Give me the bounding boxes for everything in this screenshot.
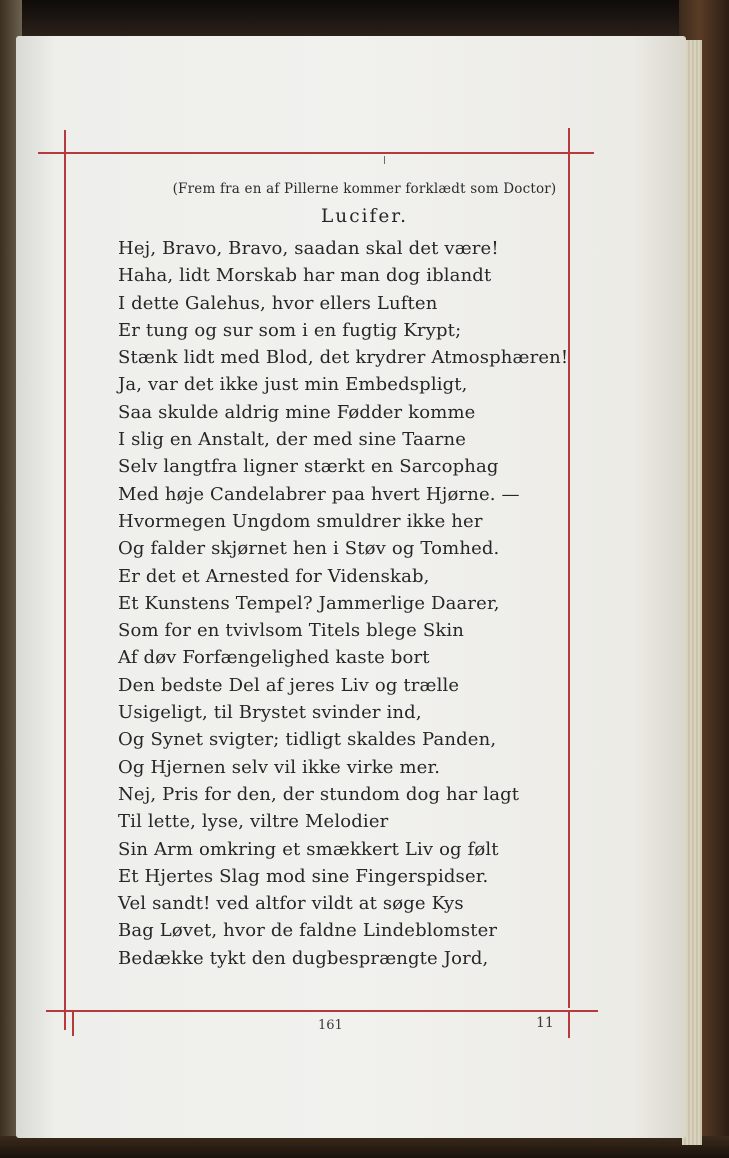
- verse-line: Og Synet svigter; tidligt skaldes Panden,: [118, 729, 497, 751]
- verse-line: Ja, var det ikke just min Embedspligt,: [118, 374, 468, 396]
- verse-line: Bag Løvet, hvor de faldne Lindeblomster: [118, 920, 498, 942]
- verse-line: Saa skulde aldrig mine Fødder komme: [118, 401, 476, 423]
- verse-line: Og falder skjørnet hen i Støv og Tomhed.: [118, 538, 500, 560]
- verse-line: Hej, Bravo, Bravo, saadan skal det være!: [118, 238, 499, 259]
- verse-line: Stænk lidt med Blod, det krydrer Atmosphæren!: [118, 347, 569, 369]
- verse-line: Sin Arm omkring et smækkert Liv og følt: [118, 838, 499, 860]
- frame-rule-right: [568, 128, 570, 1008]
- verse-line: Usigeligt, til Brystet svinder ind,: [118, 702, 422, 724]
- verse-line: Er tung og sur som i en fugtig Krypt;: [118, 319, 462, 341]
- background-top: [0, 0, 729, 36]
- verse-line: Nej, Pris for den, der stundom dog har lagt: [118, 783, 520, 805]
- ink-mark: [384, 156, 385, 164]
- verse-line: Et Kunstens Tempel? Jammerlige Daarer,: [118, 592, 500, 614]
- verse-line: Vel sandt! ved altfor vildt at søge Kys: [118, 893, 464, 915]
- sheet-signature: 11: [536, 1015, 554, 1031]
- frame-tick-bottom-right: [568, 1012, 570, 1038]
- verse-line: Af døv Forfængelighed kaste bort: [118, 647, 430, 669]
- verse-line: Hvormegen Ungdom smuldrer ikke her: [118, 510, 483, 532]
- frame-rule-left: [64, 130, 66, 1030]
- speaker-name: Lucifer.: [321, 206, 408, 227]
- page-number: 161: [318, 1018, 343, 1033]
- verse-line: Og Hjernen selv vil ikke virke mer.: [118, 756, 441, 778]
- verse-line: Bedække tykt den dugbesprængte Jord,: [118, 947, 489, 969]
- verse-line: Som for en tvivlsom Titels blege Skin: [118, 620, 465, 642]
- frame-rule-top: [38, 152, 594, 154]
- verse-line: Et Hjertes Slag mod sine Fingerspidser.: [118, 865, 489, 887]
- frame-tick-bottom-left: [72, 1012, 74, 1036]
- verse-line: Haha, lidt Morskab har man dog iblandt: [118, 265, 492, 287]
- frame-rule-bottom: [46, 1010, 598, 1012]
- verse-line: Den bedste Del af jeres Liv og trælle: [118, 674, 460, 696]
- background-bottom: [0, 1136, 729, 1158]
- verse-line: Med høje Candelabrer paa hvert Hjørne. —: [118, 483, 520, 505]
- verse-line: Selv langtfra ligner stærkt en Sarcophag: [118, 456, 499, 478]
- stage-direction: (Frem fra en af Pillerne kommer forklædt som Doctor): [172, 181, 557, 197]
- verse-text: [118, 235, 568, 972]
- verse-line: I dette Galehus, hvor ellers Luften: [118, 292, 438, 314]
- verse-line: I slig en Anstalt, der med sine Taarne: [118, 429, 467, 451]
- verse-line: Til lette, lyse, viltre Melodier: [118, 811, 389, 833]
- verse-line: Er det et Arnested for Videnskab,: [118, 565, 430, 587]
